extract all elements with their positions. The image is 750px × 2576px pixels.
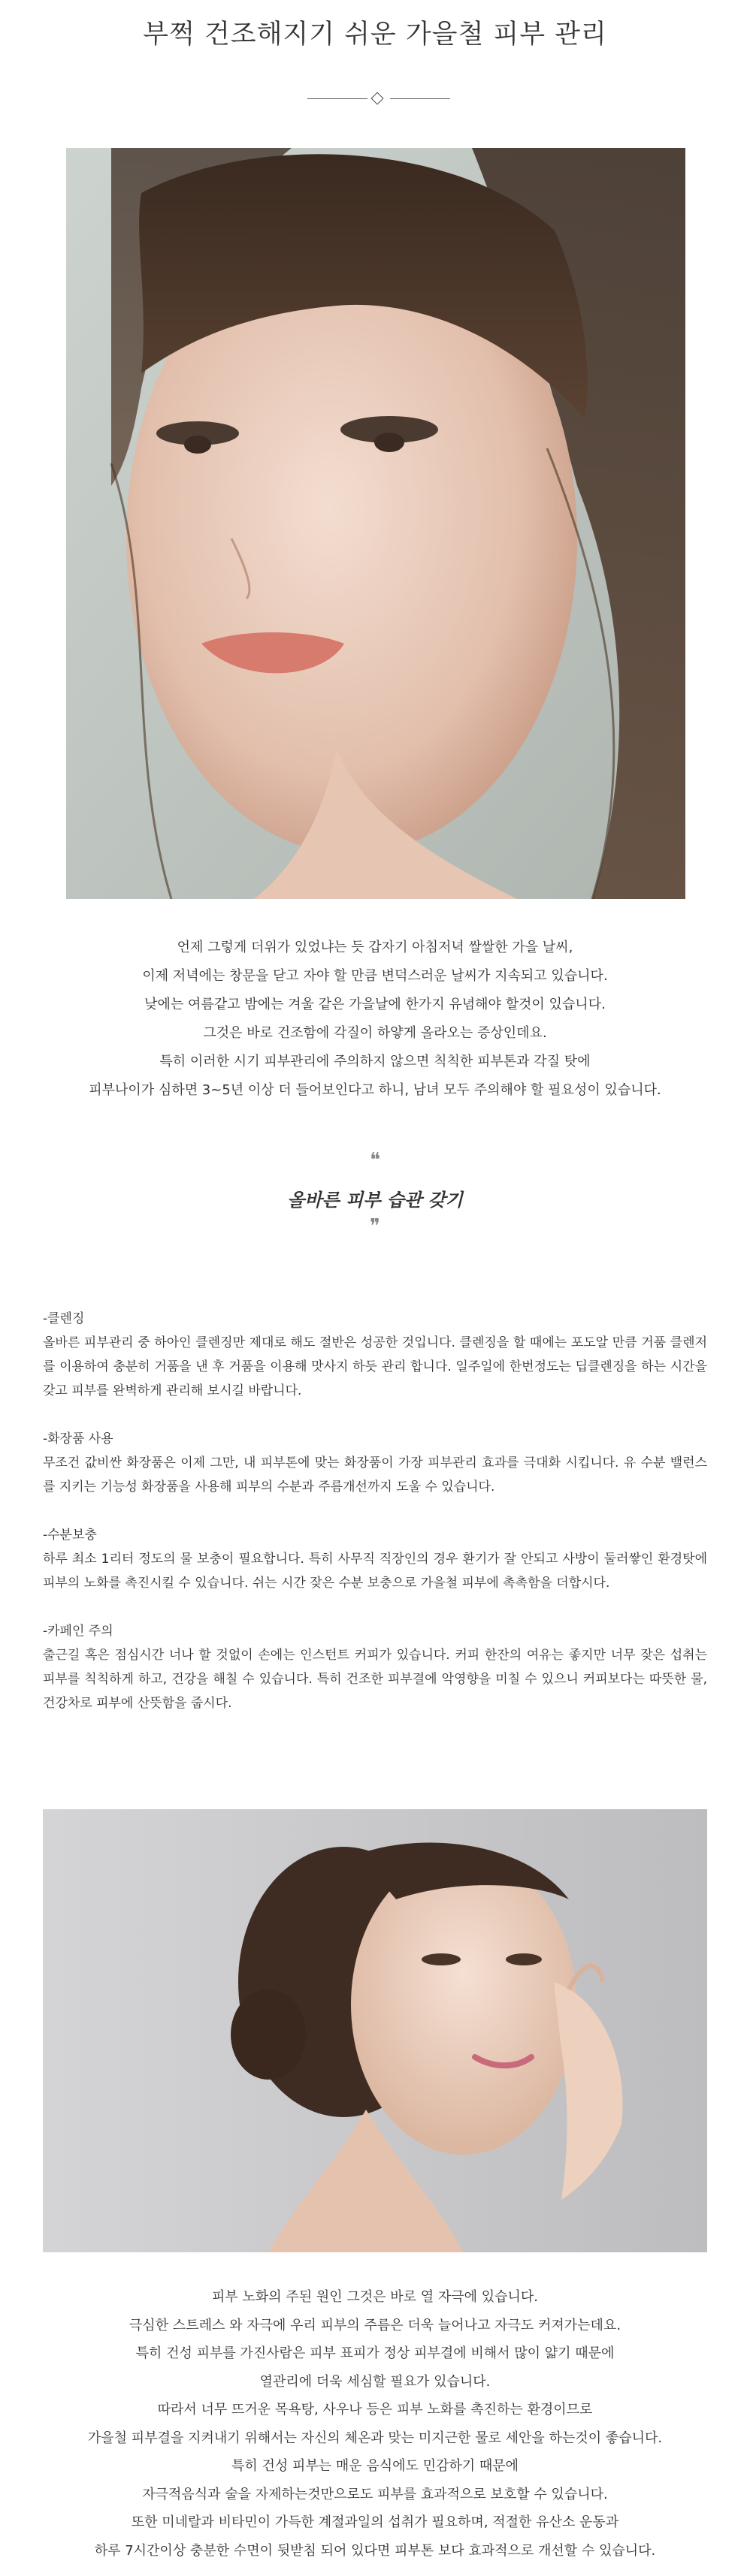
tip-item — [43, 1619, 707, 1715]
outro-line: 특히 건성 피부는 매운 음식에도 민감하기 때문에 — [231, 2458, 519, 2474]
intro-line: 그것은 바로 건조함에 각질이 하얗게 올라오는 증상인데요. — [203, 1025, 547, 1041]
outro-line: 자극적음식과 술을 자제하는것만으로도 피부를 효과적으로 보호할 수 있습니다. — [142, 2486, 608, 2502]
open-quote-icon: ❝ — [370, 1149, 380, 1172]
tip-heading: -클렌징 — [43, 1311, 85, 1326]
section-heading: 올바른 피부 습관 갖기 — [287, 1190, 463, 1211]
intro-paragraph — [45, 934, 705, 1105]
outro-line: 열관리에 더욱 세심할 필요가 있습니다. — [259, 2373, 491, 2390]
portrait-photo-2 — [43, 1809, 707, 2252]
tip-body: 무조건 값비싼 화장품은 이제 그만, 내 피부톤에 맞는 화장품이 가장 피부관리 효과를 극대화 시킵니다. 유 수분 밸런스를 지키는 기능성 화장품을 사용해 피부의 수분과 주름개선까지 도울 수 있습니다. — [43, 1455, 707, 1495]
title-divider — [307, 92, 450, 107]
tip-heading: -카페인 주의 — [43, 1624, 113, 1639]
outro-line: 또한 미네랄과 비타민이 가득한 계절과일의 섭취가 필요하며, 적절한 유산소 운동과 — [131, 2514, 619, 2530]
tip-item — [43, 1523, 707, 1595]
intro-line: 피부나이가 심하면 3~5년 이상 더 들어보인다고 하니, 남녀 모두 주의해야 할 필요성이 있습니다. — [89, 1082, 661, 1098]
outro-line: 특히 건성 피부를 가진사람은 피부 표피가 정상 피부결에 비해서 많이 얇기 때문에 — [135, 2345, 615, 2361]
close-quote-icon: ❞ — [370, 1215, 380, 1238]
page-title: 부쩍 건조해지기 쉬운 가을철 피부 관리 — [143, 20, 607, 50]
portrait-photo-2-graphic — [43, 1809, 707, 2252]
outro-line: 피부 노화의 주된 원인 그것은 바로 열 자극에 있습니다. — [211, 2289, 539, 2305]
outro-line: 따라서 너무 뜨거운 목욕탕, 사우나 등은 피부 노화를 촉진하는 환경이므로 — [157, 2402, 593, 2418]
portrait-photo-1 — [66, 148, 685, 899]
intro-line: 낮에는 여름같고 밤에는 겨울 같은 가을날에 한가지 유념해야 할것이 있습니다. — [144, 997, 606, 1012]
tip-item — [43, 1427, 707, 1499]
tip-body: 출근길 혹은 점심시간 너나 할 것없이 손에는 인스턴트 커피가 있습니다. 커피 한잔의 여유는 좋지만 너무 잦은 섭취는 피부를 칙칙하게 하고, 건강을 해칠 수 있습니다. 특히 건조한 피부결에 악영향을 미칠 수 있으니 커피보다는 따뜻한 물, 건강차로 피부에 산뜻함을 줍시다. — [43, 1648, 707, 1711]
tip-heading: -화장품 사용 — [43, 1431, 113, 1446]
outro-line: 가을철 피부결을 지켜내기 위해서는 자신의 체온과 맞는 미지근한 물로 세안을 하는것이 좋습니다. — [87, 2430, 663, 2446]
portrait-photo-1-graphic — [66, 148, 685, 899]
tips-list — [43, 1307, 707, 1739]
divider-line-right — [390, 98, 450, 99]
outro-paragraph — [45, 2283, 705, 2565]
tip-body: 하루 최소 1리터 정도의 물 보충이 필요합니다. 특히 사무직 직장인의 경우 환기가 잘 안되고 사방이 둘러쌓인 환경탓에 피부의 노화를 촉진시킬 수 있습니다. 쉬는 시간 잦은 수분 보충으로 가을철 피부에 촉촉함을 더합시다. — [43, 1552, 707, 1591]
intro-line: 이제 저녁에는 창문을 닫고 자야 할 만큼 변덕스러운 날씨가 지속되고 있습니다. — [142, 968, 608, 984]
tip-body: 올바른 피부관리 중 하아인 클렌징만 제대로 해도 절반은 성공한 것입니다. 클렌징을 할 때에는 포도알 만큼 거품 클렌저를 이용하여 충분히 거품을 낸 후 거품을 이용해 맛사지 하듯 관리 합니다. 일주일에 한번정도는 딥클렌징을 하는 시간을 갖고 피부를 완벽하게 관리해 보시길 바랍니다. — [43, 1335, 707, 1398]
intro-line: 언제 그렇게 더위가 있었냐는 듯 갑자기 아침저녁 쌀쌀한 가을 날씨, — [177, 940, 573, 955]
tip-heading: -수분보충 — [43, 1528, 97, 1543]
diamond-icon — [371, 92, 384, 105]
intro-line: 특히 이러한 시기 피부관리에 주의하지 않으면 칙칙한 피부톤과 각질 탓에 — [159, 1054, 591, 1069]
tip-item — [43, 1307, 707, 1403]
outro-line: 극심한 스트레스 와 자극에 우리 피부의 주름은 더욱 늘어나고 자극도 커져가는데요. — [129, 2317, 621, 2333]
divider-line-left — [307, 98, 367, 99]
outro-line: 하루 7시간이상 충분한 수면이 뒷받침 되어 있다면 피부톤 보다 효과적으로 개선할 수 있습니다. — [94, 2542, 656, 2559]
